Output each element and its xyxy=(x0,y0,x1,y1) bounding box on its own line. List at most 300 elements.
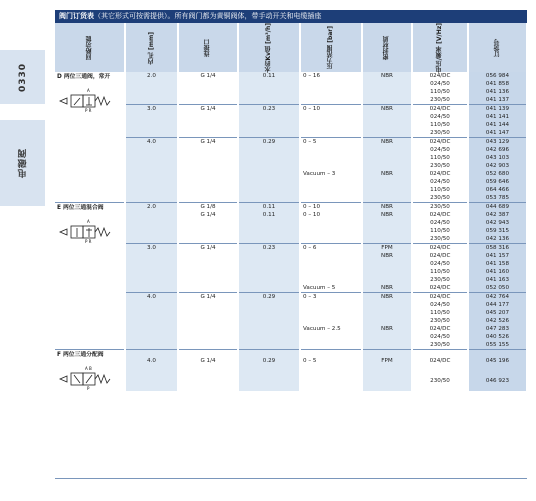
cell-voltage: 024/50 xyxy=(412,113,468,121)
cell-bore xyxy=(125,235,178,244)
cell-voltage: 024/50 xyxy=(412,301,468,309)
cell-pressure: Vacuum – 5 xyxy=(300,284,362,293)
cell-seal: FPM xyxy=(362,350,412,371)
cell-port xyxy=(178,309,238,317)
cell-seal xyxy=(362,194,412,203)
table-row xyxy=(55,154,527,162)
cell-order: 059 646 xyxy=(468,178,527,186)
cell-seal xyxy=(362,219,412,227)
cell-order: 042 387 xyxy=(468,211,527,219)
cell-order: 055 155 xyxy=(468,341,527,350)
cell-voltage: 024/DC xyxy=(412,293,468,302)
cell-seal: FPM xyxy=(362,244,412,253)
cell-seal: NBR xyxy=(362,72,412,80)
col-header-voltage: 电压/频率 [V/Hz] xyxy=(412,23,468,72)
cell-port xyxy=(178,325,238,333)
cell-seal xyxy=(362,276,412,284)
cell-bore xyxy=(125,162,178,170)
cell-bore xyxy=(125,341,178,350)
cell-order: 046 923 xyxy=(468,371,527,391)
cell-bore xyxy=(125,333,178,341)
table-row xyxy=(55,333,527,341)
cell-kv xyxy=(238,260,300,268)
cell-seal xyxy=(362,80,412,88)
table-row xyxy=(55,260,527,268)
cell-bore xyxy=(125,276,178,284)
cell-order: 052 050 xyxy=(468,284,527,293)
table-row xyxy=(55,113,527,121)
cell-kv xyxy=(238,162,300,170)
valve-symbol-e-icon xyxy=(57,216,119,244)
cell-seal xyxy=(362,333,412,341)
cell-seal xyxy=(362,146,412,154)
cell-voltage: 024/DC xyxy=(412,105,468,114)
side-index xyxy=(0,0,46,501)
cell-kv xyxy=(238,113,300,121)
svg-text:A: A xyxy=(87,219,90,225)
cell-pressure xyxy=(300,186,362,194)
cell-voltage: 024/DC xyxy=(412,284,468,293)
table-row xyxy=(55,121,527,129)
cell-voltage: 110/50 xyxy=(412,121,468,129)
cell-voltage: 024/50 xyxy=(412,80,468,88)
cell-seal xyxy=(362,113,412,121)
cell-voltage: 230/50 xyxy=(412,235,468,244)
cell-bore xyxy=(125,260,178,268)
col-header-function: 回路功能 xyxy=(55,23,125,72)
svg-text:P R: P R xyxy=(85,239,92,245)
cell-port: G 1/4 xyxy=(178,105,238,114)
function-label: E 两位三通混合阀 xyxy=(57,205,104,212)
cell-seal xyxy=(362,235,412,244)
cell-kv xyxy=(238,371,300,391)
table-row xyxy=(55,72,527,80)
cell-voltage: 024/DC xyxy=(412,72,468,80)
cell-pressure xyxy=(300,113,362,121)
cell-pressure xyxy=(300,235,362,244)
cell-port xyxy=(178,80,238,88)
cell-seal xyxy=(362,301,412,309)
cell-seal xyxy=(362,178,412,186)
cell-order: 041 136 xyxy=(468,88,527,96)
cell-port xyxy=(178,301,238,309)
cell-port xyxy=(178,276,238,284)
table-row xyxy=(55,162,527,170)
cell-order: 040 526 xyxy=(468,333,527,341)
cell-bore xyxy=(125,317,178,325)
table-row xyxy=(55,138,527,147)
cell-port: G 1/4 xyxy=(178,138,238,147)
cell-kv xyxy=(238,227,300,235)
col-header-order: 订货号 xyxy=(468,23,527,72)
col-header-pressure: 压力范围 [bar] xyxy=(300,23,362,72)
cell-order: 041 158 xyxy=(468,260,527,268)
cell-kv: 0.23 xyxy=(238,105,300,114)
cell-order: 044 689 xyxy=(468,203,527,212)
cell-kv: 0.11 xyxy=(238,72,300,80)
table-row xyxy=(55,244,527,253)
cell-bore xyxy=(125,284,178,293)
table-row xyxy=(55,146,527,154)
cell-order: 042 136 xyxy=(468,235,527,244)
cell-voltage: 230/50 xyxy=(412,129,468,138)
function-cell xyxy=(55,203,125,350)
cell-order: 042 764 xyxy=(468,293,527,302)
cell-bore: 4.0 xyxy=(125,293,178,302)
cell-order: 041 163 xyxy=(468,276,527,284)
cell-seal xyxy=(362,121,412,129)
cell-seal xyxy=(362,317,412,325)
cell-bore xyxy=(125,301,178,309)
cell-port xyxy=(178,268,238,276)
cell-pressure: 0 – 3 xyxy=(300,293,362,302)
cell-voltage: 024/50 xyxy=(412,219,468,227)
cell-seal xyxy=(362,96,412,105)
cell-seal xyxy=(362,260,412,268)
cell-kv xyxy=(238,146,300,154)
cell-port xyxy=(178,88,238,96)
cell-kv xyxy=(238,88,300,96)
cell-kv xyxy=(238,317,300,325)
cell-voltage: 024/DC xyxy=(412,325,468,333)
table-row xyxy=(55,317,527,325)
svg-text:A B: A B xyxy=(85,366,92,372)
table-row xyxy=(55,129,527,138)
cell-pressure xyxy=(300,154,362,162)
cell-seal: NBR xyxy=(362,284,412,293)
table-title xyxy=(55,10,527,23)
table-row xyxy=(55,178,527,186)
table-row xyxy=(55,227,527,235)
table-row xyxy=(55,301,527,309)
cell-port xyxy=(178,96,238,105)
cell-port xyxy=(178,219,238,227)
cell-kv xyxy=(238,121,300,129)
cell-bore xyxy=(125,170,178,178)
cell-voltage: 024/DC xyxy=(412,138,468,147)
cell-pressure xyxy=(300,80,362,88)
cell-order: 042 696 xyxy=(468,146,527,154)
valve-symbol-d-icon xyxy=(57,85,119,113)
cell-pressure xyxy=(300,162,362,170)
table-row xyxy=(55,284,527,293)
svg-text:P R: P R xyxy=(85,108,92,114)
cell-kv: 0.29 xyxy=(238,138,300,147)
cell-bore xyxy=(125,309,178,317)
table-row xyxy=(55,341,527,350)
cell-bore xyxy=(125,219,178,227)
cell-kv: 0.29 xyxy=(238,293,300,302)
cell-kv: 0.11 xyxy=(238,203,300,212)
cell-bore xyxy=(125,178,178,186)
cell-bore: 3.0 xyxy=(125,244,178,253)
cell-kv xyxy=(238,170,300,178)
table-row xyxy=(55,252,527,260)
cell-seal: NBR xyxy=(362,252,412,260)
cell-pressure xyxy=(300,227,362,235)
cell-bore xyxy=(125,80,178,88)
cell-pressure: 0 – 10 xyxy=(300,211,362,219)
cell-bore xyxy=(125,211,178,219)
cell-seal xyxy=(362,154,412,162)
table-row xyxy=(55,186,527,194)
cell-seal xyxy=(362,268,412,276)
cell-voltage: 110/50 xyxy=(412,309,468,317)
cell-order: 041 147 xyxy=(468,129,527,138)
cell-order: 041 157 xyxy=(468,252,527,260)
cell-order: 059 315 xyxy=(468,227,527,235)
cell-seal xyxy=(362,371,412,391)
side-category-label: 电磁阀 xyxy=(18,148,29,178)
cell-kv xyxy=(238,268,300,276)
cell-bore xyxy=(125,325,178,333)
cell-pressure xyxy=(300,146,362,154)
cell-kv xyxy=(238,276,300,284)
cell-bore xyxy=(125,268,178,276)
svg-text:A: A xyxy=(87,88,90,94)
cell-port xyxy=(178,170,238,178)
cell-kv xyxy=(238,252,300,260)
cell-kv xyxy=(238,129,300,138)
cell-port xyxy=(178,186,238,194)
cell-seal xyxy=(362,186,412,194)
cell-kv xyxy=(238,219,300,227)
cell-order: 041 137 xyxy=(468,96,527,105)
cell-bore xyxy=(125,186,178,194)
cell-order: 045 196 xyxy=(468,350,527,371)
cell-pressure xyxy=(300,88,362,96)
table-row xyxy=(55,194,527,203)
table-row xyxy=(55,276,527,284)
cell-order: 045 207 xyxy=(468,309,527,317)
cell-bore xyxy=(125,113,178,121)
cell-pressure: 0 – 5 xyxy=(300,350,362,371)
cell-order: 064 466 xyxy=(468,186,527,194)
cell-bore xyxy=(125,194,178,203)
cell-seal: NBR xyxy=(362,211,412,219)
cell-port xyxy=(178,227,238,235)
function-label: D 两位三通阀，常开 xyxy=(57,74,111,81)
table-row xyxy=(55,219,527,227)
cell-kv xyxy=(238,96,300,105)
cell-kv: 0.29 xyxy=(238,350,300,371)
cell-port xyxy=(178,260,238,268)
order-table-panel xyxy=(55,10,527,391)
svg-text:P: P xyxy=(87,386,90,392)
table-row xyxy=(55,325,527,333)
cell-kv xyxy=(238,341,300,350)
cell-kv: 0.11 xyxy=(238,211,300,219)
cell-voltage: 230/50 xyxy=(412,162,468,170)
table-row xyxy=(55,203,527,212)
table-row xyxy=(55,80,527,88)
function-cell xyxy=(55,72,125,203)
cell-port: G 1/8 xyxy=(178,203,238,212)
cell-voltage: 230/50 xyxy=(412,317,468,325)
col-header-seal: 密封材质 xyxy=(362,23,412,72)
cell-pressure xyxy=(300,309,362,317)
cell-pressure: 0 – 5 xyxy=(300,138,362,147)
cell-seal xyxy=(362,129,412,138)
cell-port xyxy=(178,317,238,325)
cell-bore xyxy=(125,154,178,162)
table-row xyxy=(55,105,527,114)
cell-bore: 3.0 xyxy=(125,105,178,114)
cell-bore xyxy=(125,227,178,235)
cell-pressure xyxy=(300,121,362,129)
cell-voltage: 024/DC xyxy=(412,350,468,371)
cell-voltage: 024/DC xyxy=(412,244,468,253)
cell-kv xyxy=(238,194,300,203)
cell-bore xyxy=(125,88,178,96)
cell-order: 053 785 xyxy=(468,194,527,203)
cell-order: 042 526 xyxy=(468,317,527,325)
cell-port: G 1/4 xyxy=(178,211,238,219)
cell-voltage: 110/50 xyxy=(412,186,468,194)
cell-kv xyxy=(238,325,300,333)
table-bottom-rule xyxy=(55,478,527,479)
cell-kv xyxy=(238,284,300,293)
col-header-bore: 内孔 [mm] xyxy=(125,23,178,72)
cell-pressure xyxy=(300,268,362,276)
cell-pressure xyxy=(300,341,362,350)
cell-kv xyxy=(238,301,300,309)
cell-pressure: 0 – 16 xyxy=(300,72,362,80)
cell-pressure xyxy=(300,252,362,260)
cell-port: G 1/4 xyxy=(178,350,238,371)
side-code-label: 0330 xyxy=(18,62,28,92)
cell-voltage: 110/50 xyxy=(412,268,468,276)
cell-port xyxy=(178,284,238,293)
cell-seal: NBR xyxy=(362,105,412,114)
cell-voltage: 024/50 xyxy=(412,146,468,154)
table-title-rest: （其它形式可按需提供）。所有阀门都为黄铜阀体，带手动开关和电缆插座 xyxy=(94,12,322,20)
cell-order: 041 141 xyxy=(468,113,527,121)
cell-port xyxy=(178,146,238,154)
cell-voltage: 024/50 xyxy=(412,178,468,186)
cell-pressure xyxy=(300,129,362,138)
cell-voltage: 024/DC xyxy=(412,211,468,219)
cell-voltage: 230/50 xyxy=(412,341,468,350)
cell-bore xyxy=(125,121,178,129)
cell-voltage: 024/50 xyxy=(412,333,468,341)
cell-port xyxy=(178,194,238,203)
cell-pressure xyxy=(300,333,362,341)
cell-seal: NBR xyxy=(362,170,412,178)
cell-kv xyxy=(238,178,300,186)
cell-port xyxy=(178,252,238,260)
cell-pressure xyxy=(300,178,362,186)
cell-port xyxy=(178,162,238,170)
cell-order: 043 103 xyxy=(468,154,527,162)
cell-port xyxy=(178,113,238,121)
cell-bore xyxy=(125,371,178,391)
cell-pressure: Vacuum – 3 xyxy=(300,170,362,178)
cell-port xyxy=(178,121,238,129)
cell-seal: NBR xyxy=(362,325,412,333)
cell-pressure xyxy=(300,219,362,227)
table-row xyxy=(55,309,527,317)
cell-order: 044 177 xyxy=(468,301,527,309)
cell-bore xyxy=(125,129,178,138)
table-row xyxy=(55,293,527,302)
cell-order: 056 984 xyxy=(468,72,527,80)
cell-bore xyxy=(125,252,178,260)
cell-kv: 0.23 xyxy=(238,244,300,253)
cell-port: G 1/4 xyxy=(178,72,238,80)
cell-voltage: 024/DC xyxy=(412,252,468,260)
cell-voltage: 230/50 xyxy=(412,194,468,203)
cell-order: 041 144 xyxy=(468,121,527,129)
cell-port xyxy=(178,341,238,350)
table-row xyxy=(55,88,527,96)
col-header-kv: 水的Kv值 [m³/h] xyxy=(238,23,300,72)
cell-pressure xyxy=(300,276,362,284)
cell-order: 042 903 xyxy=(468,162,527,170)
cell-kv xyxy=(238,80,300,88)
cell-port: G 1/4 xyxy=(178,293,238,302)
cell-pressure: 0 – 10 xyxy=(300,203,362,212)
cell-voltage: 110/50 xyxy=(412,88,468,96)
cell-seal xyxy=(362,162,412,170)
function-cell xyxy=(55,350,125,392)
cell-seal xyxy=(362,309,412,317)
cell-port: G 1/4 xyxy=(178,244,238,253)
cell-order: 041 160 xyxy=(468,268,527,276)
cell-voltage: 110/50 xyxy=(412,227,468,235)
cell-order: 052 680 xyxy=(468,170,527,178)
cell-pressure xyxy=(300,260,362,268)
cell-kv xyxy=(238,309,300,317)
cell-kv xyxy=(238,186,300,194)
table-row xyxy=(55,350,527,371)
cell-kv xyxy=(238,154,300,162)
cell-voltage: 230/50 xyxy=(412,203,468,212)
cell-seal: NBR xyxy=(362,138,412,147)
cell-voltage: 110/50 xyxy=(412,154,468,162)
table-title-bold: 阀门订货表 xyxy=(59,12,94,20)
cell-pressure: 0 – 6 xyxy=(300,244,362,253)
cell-seal: NBR xyxy=(362,293,412,302)
cell-order: 047 283 xyxy=(468,325,527,333)
cell-port xyxy=(178,154,238,162)
table-row xyxy=(55,268,527,276)
cell-port xyxy=(178,129,238,138)
cell-bore: 4.0 xyxy=(125,138,178,147)
cell-pressure: Vacuum – 2.5 xyxy=(300,325,362,333)
cell-order: 041 139 xyxy=(468,105,527,114)
cell-bore: 4.0 xyxy=(125,350,178,371)
col-header-port: 连接口 xyxy=(178,23,238,72)
cell-voltage: 230/50 xyxy=(412,371,468,391)
cell-order: 042 943 xyxy=(468,219,527,227)
table-row xyxy=(55,170,527,178)
cell-voltage: 024/50 xyxy=(412,260,468,268)
cell-voltage: 230/50 xyxy=(412,96,468,105)
cell-pressure xyxy=(300,96,362,105)
table-row xyxy=(55,235,527,244)
cell-pressure: 0 – 10 xyxy=(300,105,362,114)
function-label: F 两位三通分配阀 xyxy=(57,352,104,359)
cell-pressure xyxy=(300,317,362,325)
table-row xyxy=(55,96,527,105)
cell-bore: 2.0 xyxy=(125,72,178,80)
cell-voltage: 230/50 xyxy=(412,276,468,284)
cell-bore xyxy=(125,96,178,105)
cell-seal xyxy=(362,341,412,350)
cell-bore: 2.0 xyxy=(125,203,178,212)
cell-bore xyxy=(125,146,178,154)
